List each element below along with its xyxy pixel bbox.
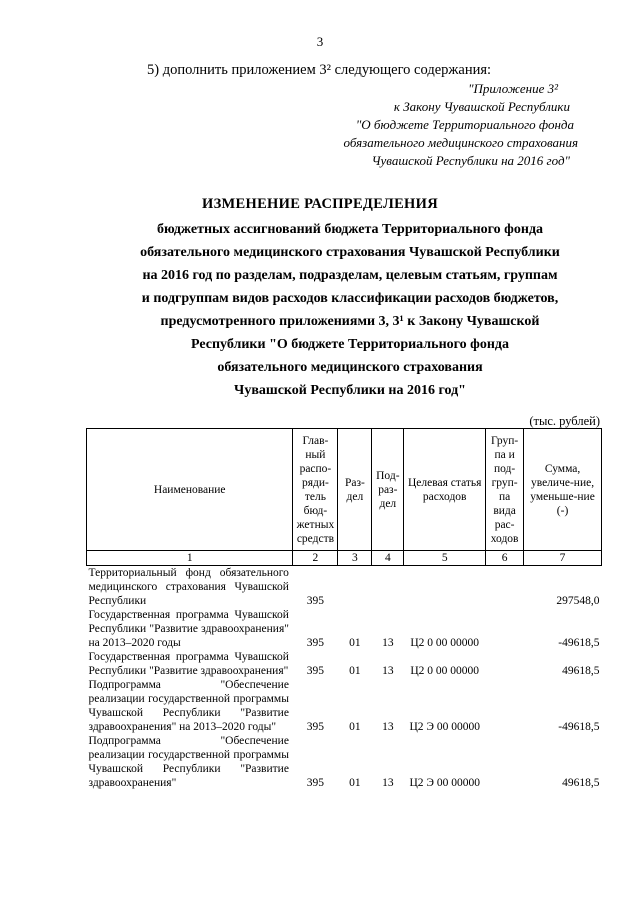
row-name: Подпрограмма "Обеспечение реализации государственной программы Чувашской Республики "Развитие здравоохранения" xyxy=(88,735,289,789)
row-section: 01 xyxy=(349,665,361,677)
table-row xyxy=(87,566,602,609)
subtitle-line: Чувашской Республики на 2016 год" xyxy=(234,383,466,398)
row-subsection: 13 xyxy=(382,777,394,789)
row-admin: 395 xyxy=(306,721,325,733)
row-sum: -49618,5 xyxy=(558,637,600,649)
row-target: Ц2 0 00 00000 xyxy=(410,665,480,677)
row-name: Государственная программа Чувашской Республики "Развитие здравоохранения" на 2013–2020 годы xyxy=(88,609,289,649)
table-row xyxy=(87,678,602,734)
table-row xyxy=(87,734,602,790)
table-header-row xyxy=(87,429,602,551)
row-subsection xyxy=(372,566,404,609)
subtitle-line: Республики "О бюджете Территориального фонда xyxy=(191,337,509,352)
row-name: Подпрограмма "Обеспечение реализации государственной программы Чувашской Республики "Развитие здравоохранения" на 2013–2020 годы" xyxy=(88,679,289,733)
table-row xyxy=(87,608,602,650)
appendix-line: "Приложение 3² xyxy=(468,81,558,96)
table-row xyxy=(87,650,602,678)
row-name: Территориальный фонд обязательного медицинского страхования Чувашской Республики xyxy=(88,567,289,607)
row-group xyxy=(486,650,524,678)
row-subsection: 13 xyxy=(382,665,394,677)
row-section xyxy=(338,566,372,609)
subtitle-line: бюджетных ассигнований бюджета Территориального фонда xyxy=(156,222,544,237)
subtitle-line: обязательного медицинского страхования xyxy=(217,360,483,375)
row-sum: 49618,5 xyxy=(562,777,600,789)
col-number: 2 xyxy=(293,551,338,566)
intro-text: 5) дополнить приложением 3² следующего содержания: xyxy=(147,62,492,78)
header-name: Наименование xyxy=(87,429,293,551)
appendix-line: Чувашской Республики на 2016 год" xyxy=(371,153,570,168)
row-section: 01 xyxy=(349,777,361,789)
row-sum: 49618,5 xyxy=(562,665,600,677)
header-group: Груп-па и под-груп-па вида рас-ходов xyxy=(486,429,524,551)
row-sum: -49618,5 xyxy=(558,721,600,733)
row-admin: 395 xyxy=(306,777,325,789)
column-number-row xyxy=(87,551,602,566)
row-admin: 395 xyxy=(306,637,325,649)
row-admin: 395 xyxy=(306,665,325,677)
row-sum: 297548,0 xyxy=(556,595,600,607)
header-sum: Сумма, увеличе-ние, уменьше-ние (-) xyxy=(524,429,602,551)
appendix-line: "О бюджете Территориального фонда xyxy=(355,117,574,132)
header-section: Раз-дел xyxy=(338,429,372,551)
row-section: 01 xyxy=(349,637,361,649)
row-name: Государственная программа Чувашской Республики "Развитие здравоохранения" xyxy=(88,651,289,677)
appendix-line: обязательного медицинского страхования xyxy=(343,135,578,150)
row-section: 01 xyxy=(349,721,361,733)
subtitle-line: обязательного медицинского страхования Чувашской Республики xyxy=(140,245,560,260)
subtitle-line: на 2016 год по разделам, подразделам, целевым статьям, группам xyxy=(142,268,558,283)
page-number: 3 xyxy=(316,34,324,49)
col-number: 3 xyxy=(338,551,372,566)
document-title: ИЗМЕНЕНИЕ РАСПРЕДЕЛЕНИЯ xyxy=(202,196,438,212)
row-group xyxy=(486,566,524,609)
row-target: Ц2 0 00 00000 xyxy=(410,637,480,649)
row-group xyxy=(486,678,524,734)
header-subsection: Под-раз-дел xyxy=(372,429,404,551)
budget-table xyxy=(86,428,602,790)
appendix-header xyxy=(278,80,578,170)
row-target xyxy=(404,566,486,609)
row-admin: 395 xyxy=(306,595,325,607)
col-number: 7 xyxy=(524,551,602,566)
units-label: (тыс. рублей) xyxy=(529,414,600,428)
appendix-line: к Закону Чувашской Республики xyxy=(393,99,570,114)
row-subsection: 13 xyxy=(382,637,394,649)
col-number: 6 xyxy=(486,551,524,566)
row-group xyxy=(486,734,524,790)
row-subsection: 13 xyxy=(382,721,394,733)
subtitle-line: и подгруппам видов расходов классификации расходов бюджетов, xyxy=(141,291,559,306)
col-number: 5 xyxy=(404,551,486,566)
col-number: 4 xyxy=(372,551,404,566)
row-target: Ц2 Э 00 00000 xyxy=(409,721,480,733)
header-admin: Глав-ный распо-ряди-тель бюд-жетных средств xyxy=(293,429,338,551)
document-subtitle xyxy=(80,218,620,402)
col-number: 1 xyxy=(87,551,293,566)
header-target: Целевая статья расходов xyxy=(404,429,486,551)
row-target: Ц2 Э 00 00000 xyxy=(409,777,480,789)
row-group xyxy=(486,608,524,650)
subtitle-line: предусмотренного приложениями 3, 3¹ к Закону Чувашской xyxy=(160,314,540,329)
